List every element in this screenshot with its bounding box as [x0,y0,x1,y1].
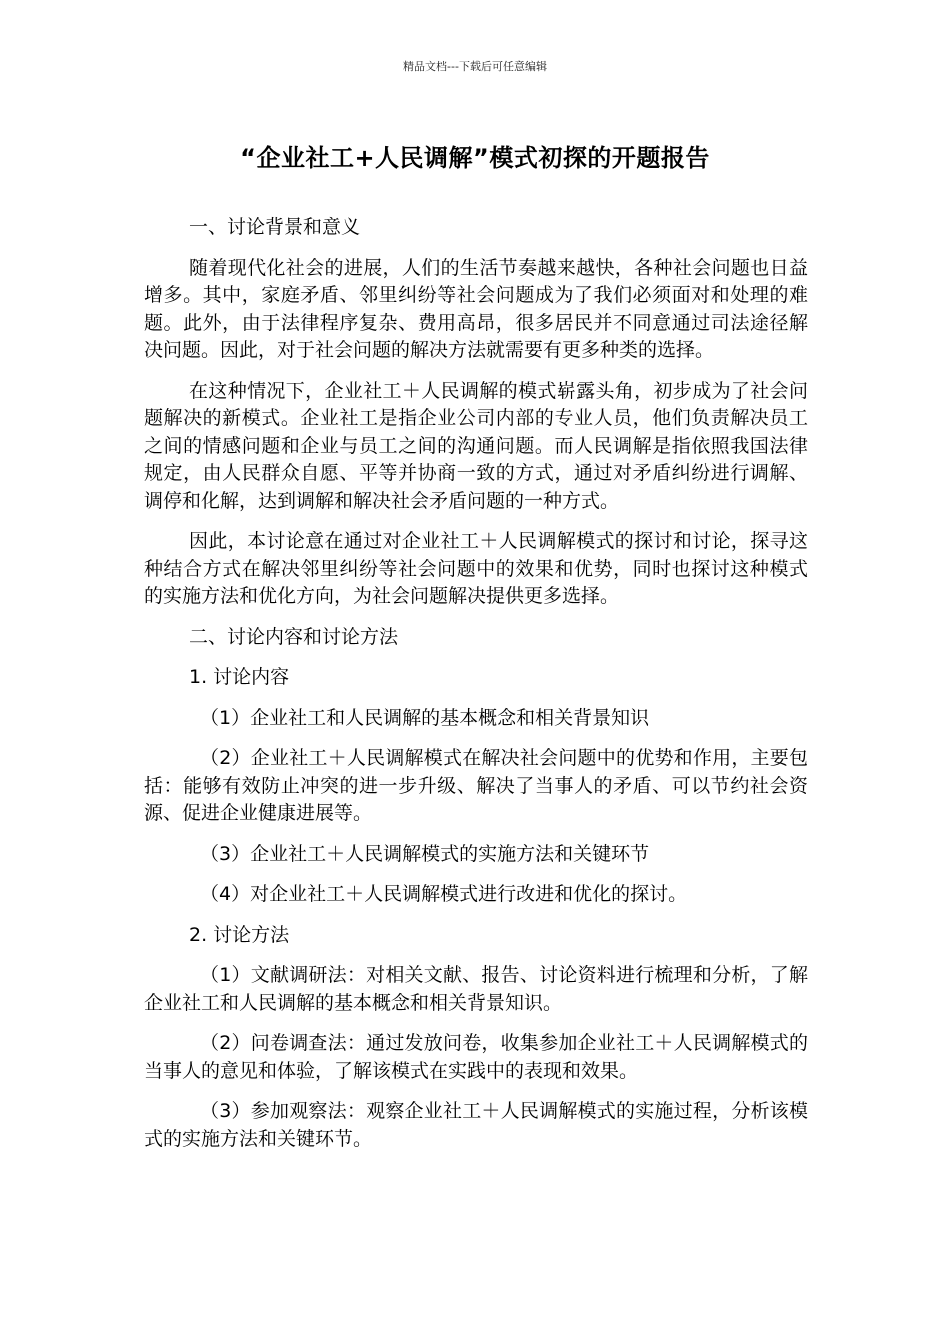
list-item: （2）问卷调查法：通过发放问卷，收集参加企业社工＋人民调解模式的当事人的意见和体验，了解该模式在实践中的表现和效果。 [144,1032,808,1082]
paragraph: 因此，本讨论意在通过对企业社工＋人民调解模式的探讨和讨论，探寻这种结合方式在解决邻里纠纷等社会问题中的效果和优势，同时也探讨这种模式的实施方法和优化方向，为社会问题解决提供更多选择。 [144,530,808,607]
list-item: （2）企业社工＋人民调解模式在解决社会问题中的优势和作用，主要包括：能够有效防止冲突的进一步升级、解决了当事人的矛盾、可以节约社会资源、促进企业健康进展等。 [144,747,808,824]
header-note: 精品文档---下载后可任意编辑 [403,60,547,73]
paragraph: 在这种情况下，企业社工＋人民调解的模式崭露头角，初步成为了社会问题解决的新模式。企业社工是指企业公司内部的专业人员，他们负责解决员工之间的情感问题和企业与员工之间的沟通问题。而人民调解是指依照我国法律规定，由人民群众自愿、平等并协商一致的方式，通过对矛盾纠纷进行调解、调停和化解，达到调解和解决社会矛盾问题的一种方式。 [144,379,808,512]
list-item: （3）企业社工＋人民调解模式的实施方法和关键环节 [200,842,650,865]
list-item: （1）文献调研法：对相关文献、报告、讨论资料进行梳理和分析，了解企业社工和人民调解的基本概念和相关背景知识。 [144,964,808,1014]
paragraph: 随着现代化社会的进展，人们的生活节奏越来越快，各种社会问题也日益增多。其中，家庭矛盾、邻里纠纷等社会问题成为了我们必须面对和处理的难题。此外，由于法律程序复杂、费用高昂，很多居民并不同意通过司法途径解决问题。因此，对于社会问题的解决方法就需要有更多种类的选择。 [144,256,808,361]
section-heading-content-method: 二、讨论内容和讨论方法 [189,625,399,648]
section-heading-background: 一、讨论背景和意义 [189,216,361,238]
subheading-method: 2. 讨论方法 [189,923,290,946]
subheading-content: 1. 讨论内容 [189,666,290,688]
list-item: （3）参加观察法：观察企业社工＋人民调解模式的实施过程，分析该模式的实施方法和关键环节。 [144,1100,808,1150]
document-title: “企业社工+人民调解”模式初探的开题报告 [240,144,710,172]
document-body [144,214,808,1166]
list-item: （1）企业社工和人民调解的基本概念和相关背景知识 [200,706,650,729]
list-item: （4）对企业社工＋人民调解模式进行改进和优化的探讨。 [200,883,688,905]
